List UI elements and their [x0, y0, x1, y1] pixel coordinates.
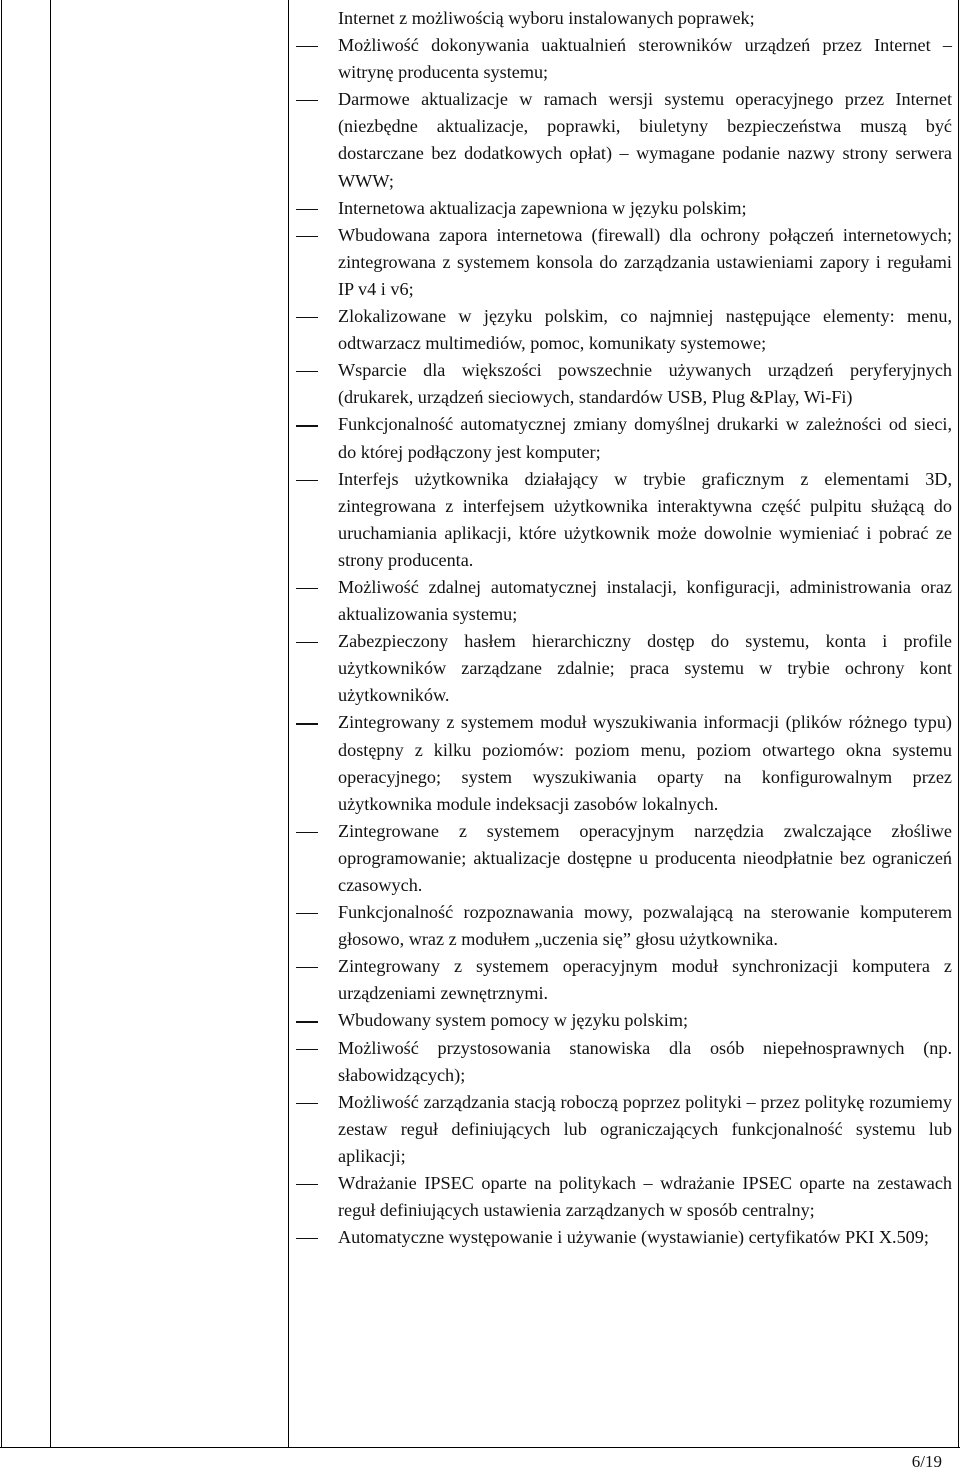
- list-item-text: Wbudowany system pomocy w języku polskim;: [338, 1010, 689, 1031]
- list-item-text: Funkcjonalność automatycznej zmiany domyślnej drukarki w zależności od sieci, do której podłączony jest komputer;: [338, 414, 952, 462]
- list-item-text: Wsparcie dla większości powszechnie używanych urządzeń peryferyjnych (drukarek, urządzeń sieciowych, standardów USB, Plug &Play, Wi-Fi): [338, 360, 952, 408]
- list-item: [296, 818, 952, 899]
- list-item-text: Możliwość zarządzania stacją roboczą poprzez polityki – przez politykę rozumiemy zestaw reguł definiujących lub ograniczających funkcjonalność systemu lub aplikacji;: [338, 1091, 952, 1166]
- dash-bullet: [296, 46, 318, 47]
- list-item: [296, 5, 952, 32]
- list-item-text: Możliwość przystosowania stanowiska dla osób niepełnosprawnych (np. słabowidzących);: [338, 1037, 952, 1085]
- list-item: [296, 303, 952, 357]
- list-item-text: Interfejs użytkownika działający w trybie graficznym z elementami 3D, zintegrowana z interfejsem użytkownika interaktywna część pulpitu służącą do uruchamiania aplikacji, które użytkownik może dowolnie wymieniać i pobrać ze strony producenta.: [338, 468, 952, 570]
- dash-bullet: [296, 209, 318, 210]
- list-item: [296, 899, 952, 953]
- dash-bullet: [296, 371, 318, 372]
- list-item: [296, 32, 952, 86]
- dash-bullet: [296, 1184, 318, 1185]
- dash-bullet: [296, 480, 318, 481]
- page-number: 6/19: [911, 1452, 942, 1471]
- list-item-text: Możliwość zdalnej automatycznej instalacji, konfiguracji, administrowania oraz aktualizowania systemu;: [338, 576, 952, 625]
- dash-bullet: [296, 588, 318, 589]
- table-border-right: [958, 0, 959, 1447]
- list-item-text: Internet z możliwością wyboru instalowanych poprawek;: [338, 8, 755, 28]
- list-item-text: Zabezpieczony hasłem hierarchiczny dostęp do systemu, konta i profile użytkowników zarządzane zdalnie; praca systemu w trybie ochrony kont użytkowników.: [338, 631, 952, 706]
- table-column-divider-1: [50, 0, 51, 1447]
- list-item-text: Wbudowana zapora internetowa (firewall) dla ochrony połączeń internetowych; zintegrowana z systemem konsola do zarządzania ustawieniami zapory i regułami IP v4 i v6;: [338, 224, 952, 299]
- dash-bullet: [296, 425, 318, 426]
- list-item-text: Zlokalizowane w języku polskim, co najmniej następujące elementy: menu, odtwarzacz multimediów, pomoc, komunikaty systemowe;: [338, 306, 952, 354]
- list-item: [296, 1224, 952, 1251]
- list-item: [296, 1007, 952, 1034]
- dash-bullet: [296, 967, 318, 968]
- list-item-text: Automatyczne występowanie i używanie (wystawianie) certyfikatów PKI X.509;: [338, 1227, 929, 1248]
- dash-bullet: [296, 913, 318, 914]
- list-item-text: Internetowa aktualizacja zapewniona w języku polskim;: [338, 197, 747, 218]
- list-item-text: Wdrażanie IPSEC oparte na politykach – wdrażanie IPSEC oparte na zestawach reguł definiujących ustawienia zarządzanych w sposób centralny;: [338, 1173, 952, 1221]
- list-item: [296, 1170, 952, 1224]
- list-item-text: Zintegrowane z systemem operacyjnym narzędzia zwalczające złośliwe oprogramowanie; aktualizacje dostępne u producenta nieodpłatnie bez ograniczeń czasowych.: [338, 820, 952, 895]
- dash-bullet: [296, 1103, 318, 1104]
- list-item: [296, 709, 952, 817]
- list-item-text: Zintegrowany z systemem operacyjnym moduł synchronizacji komputera z urządzeniami zewnętrznymi.: [338, 956, 952, 1004]
- list-item: [296, 466, 952, 574]
- list-item: [296, 195, 952, 222]
- list-item-text: Funkcjonalność rozpoznawania mowy, pozwalającą na sterowanie komputerem głosowo, wraz z modułem „uczenia się” głosu użytkownika.: [338, 902, 952, 950]
- dash-bullet: [296, 236, 318, 237]
- dash-bullet: [296, 1238, 318, 1239]
- list-item: [296, 222, 952, 303]
- dash-bullet: [296, 832, 318, 833]
- table-border-left: [1, 0, 2, 1447]
- dash-bullet: [296, 723, 318, 724]
- list-item-text: Zintegrowany z systemem moduł wyszukiwania informacji (plików różnego typu) dostępny z kilku poziomów: poziom menu, poziom otwartego okna systemu operacyjnego; system wyszukiwania oparty na konfigurowalnym przez użytkownika module indeksacji zasobów lokalnych.: [338, 712, 952, 814]
- dash-bullet: [296, 642, 318, 643]
- dash-bullet: [296, 1021, 318, 1022]
- dash-bullet: [296, 317, 318, 318]
- list-item-text: Możliwość dokonywania uaktualnień sterowników urządzeń przez Internet – witrynę producenta systemu;: [338, 35, 952, 83]
- list-item: [296, 411, 952, 465]
- requirements-list: [296, 5, 952, 1251]
- list-item: [296, 1035, 952, 1089]
- list-item: [296, 574, 952, 628]
- dash-bullet: [296, 100, 318, 101]
- list-item: [296, 628, 952, 709]
- list-item: [296, 357, 952, 411]
- table-column-divider-2: [288, 0, 289, 1447]
- list-item: [296, 953, 952, 1007]
- list-item-text: Darmowe aktualizacje w ramach wersji systemu operacyjnego przez Internet (niezbędne aktualizacje, poprawki, biuletyny bezpieczeństwa muszą być dostarczane bez dodatkowych opłat) – wymagane podanie nazwy strony serwera WWW;: [338, 89, 952, 191]
- dash-bullet: [296, 1049, 318, 1050]
- list-item: [296, 86, 952, 194]
- list-item: [296, 1089, 952, 1170]
